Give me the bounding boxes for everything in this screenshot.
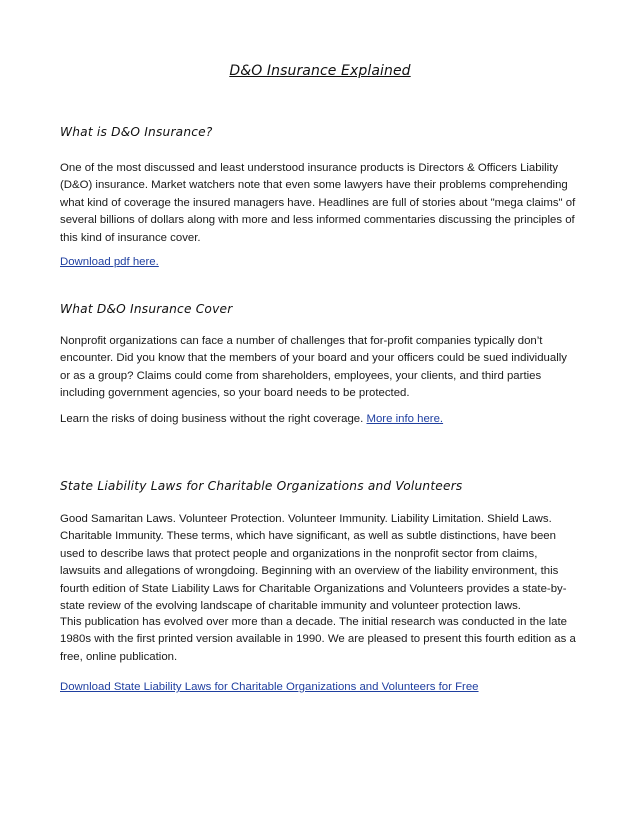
section-paragraph: Nonprofit organizations can face a number of challenges that for-profit companies typically don’t encounter. Did you know that the members of your board and your officers could be sued individually or as a group? Claims could come from shareholders, employees, your clients, and third parties including government agencies, so your board needs to be protected. [60, 335, 567, 400]
download-state-liability-laws-link[interactable]: Download State Liability Laws for Charitable Organizations and Volunteers for Free [60, 681, 479, 693]
more-info-link[interactable]: More info here. [366, 413, 444, 425]
download-laws-line [60, 679, 580, 696]
risk-line [60, 411, 580, 428]
section-heading-state-liability-laws: State Liability Laws for Charitable Organizations and Volunteers [60, 479, 463, 493]
risk-text: Learn the risks of doing business without the right coverage. [60, 413, 367, 425]
section-paragraph: This publication has evolved over more than a decade. The initial research was conducted in the late 1980s with the first printed version available in 1990. We are pleased to present this fourth edition as a free, online publication. [60, 616, 576, 663]
section-paragraph: One of the most discussed and least understood insurance products is Directors & Officers Liability (D&O) insurance. Market watchers note that even some lawyers have their problems comprehending what kind of coverage the insured managers have. Headlines are full of stories about "mega claims" of several billions of dollars along with more and less informed commentaries discussing the principles of this kind of insurance cover. [60, 162, 576, 244]
download-pdf-link[interactable]: Download pdf here. [60, 256, 159, 268]
section-heading-what-do-cover: What D&O Insurance Cover [60, 302, 233, 316]
download-pdf-line [60, 254, 580, 271]
document-title: D&O Insurance Explained [229, 63, 411, 79]
section-heading-what-is-do: What is D&O Insurance? [60, 125, 213, 139]
section-paragraph: Good Samaritan Laws. Volunteer Protection. Volunteer Immunity. Liability Limitation. Shield Laws. Charitable Immunity. These terms, which have significant, as well as subtle distinctions, have been used to describe laws that protect people and organizations in the nonprofit sector from claims, lawsuits and allegations of wrongdoing. Beginning with an overview of the liability environment, this fourth edition of State Liability Laws for Charitable Organizations and Volunteers provides a state-by-state review of the evolving landscape of charitable immunity and volunteer protection laws. [60, 513, 567, 613]
